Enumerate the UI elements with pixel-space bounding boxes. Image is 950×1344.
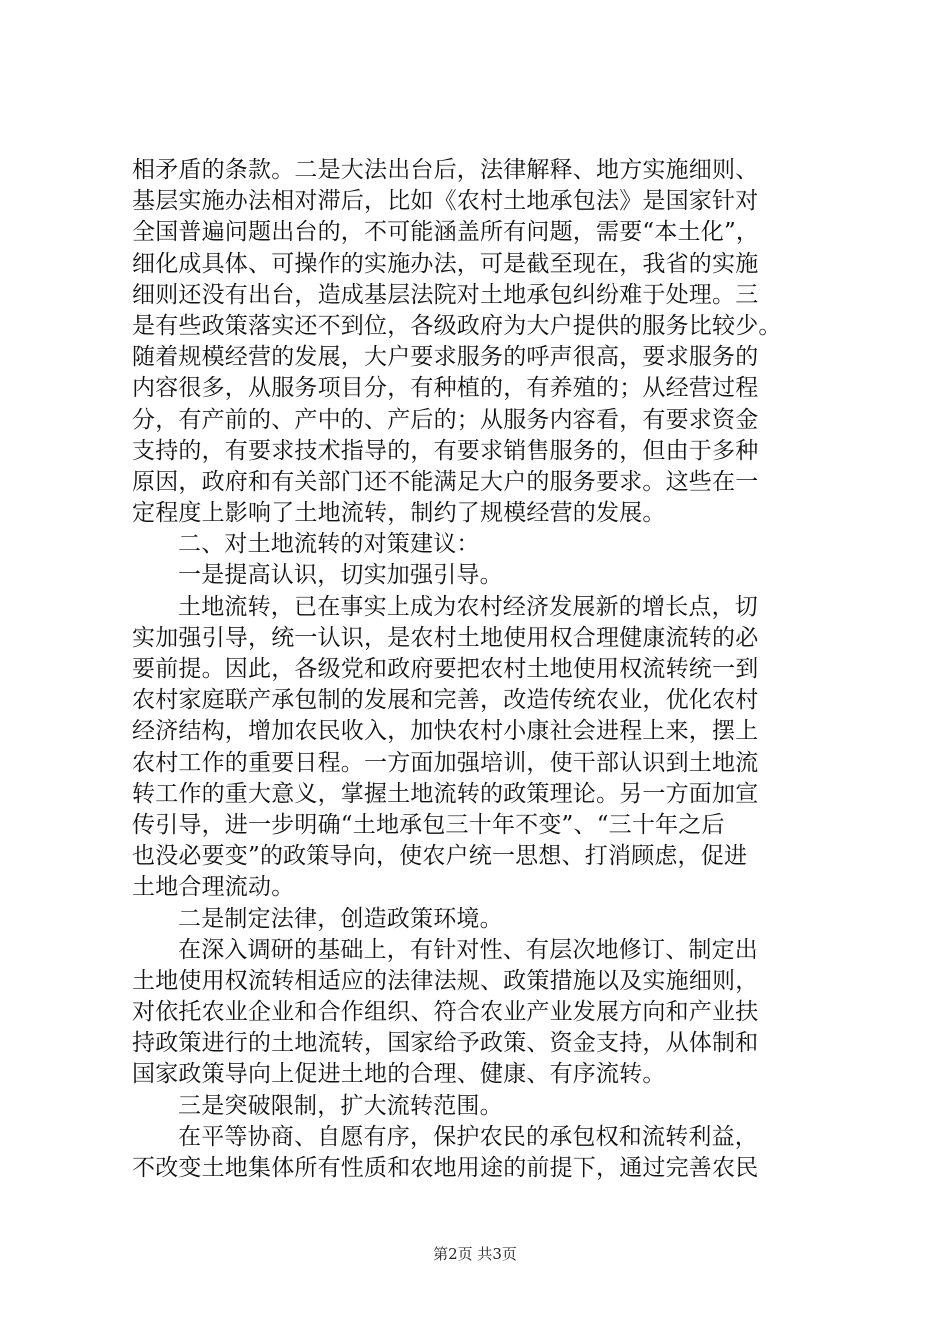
text-line: 是有些政策落实还不到位，各级政府为大户提供的服务比较少。 [132,312,782,339]
text-line: 持政策进行的土地流转，国家给予政策、资金支持，从体制和 [132,1030,759,1057]
section-heading: 二、对土地流转的对策建议： [178,531,480,558]
text-line: 经济结构，增加农民收入，加快农村小康社会进程上来，摆上 [132,718,759,745]
text-line: 对依托农业企业和合作组织、符合农业产业发展方向和产业扶 [132,999,759,1026]
subsection-heading: 一是提高认识，切实加强引导。 [178,562,503,589]
text-line: 传引导，进一步明确“土地承包三十年不变”、“三十年之后 [132,811,725,838]
text-line: 土地流转，已在事实上成为农村经济发展新的增长点，切 [178,593,758,620]
subsection-heading: 二是制定法律，创造政策环境。 [178,905,503,932]
text-line: 在深入调研的基础上，有针对性、有层次地修订、制定出 [178,936,758,963]
text-line: 定程度上影响了土地流转，制约了规模经营的发展。 [132,500,666,527]
text-line: 基层实施办法相对滞后，比如《农村土地承包法》是国家针对 [132,188,759,215]
text-line: 支持的，有要求技术指导的，有要求销售服务的，但由于多种 [132,437,759,464]
text-line: 国家政策导向上促进土地的合理、健康、有序流转。 [132,1061,666,1088]
page-number-footer: 第2页 共3页 [433,1245,517,1263]
text-line: 在平等协商、自愿有序，保护农民的承包权和流转利益， [178,1123,758,1150]
body-text [132,155,832,1184]
text-line: 分，有产前的、产中的、产后的；从服务内容看，有要求资金 [132,406,759,433]
text-line: 相矛盾的条款。二是大法出台后，法律解释、地方实施细则、 [132,157,759,183]
text-line: 转工作的重大意义，掌握土地流转的政策理论。另一方面加宣 [132,780,759,807]
text-line: 细化成具体、可操作的实施办法，可是截至现在，我省的实施 [132,250,759,277]
text-line: 内容很多，从服务项目分，有种植的，有养殖的；从经营过程 [132,375,759,402]
text-line: 随着规模经营的发展，大户要求服务的呼声很高，要求服务的 [132,344,759,371]
text-line: 实加强引导，统一认识，是农村土地使用权合理健康流转的必 [132,624,759,651]
text-line: 全国普遍问题出台的，不可能涵盖所有问题，需要“本土化”， [132,219,760,246]
text-line: 农村工作的重要日程。一方面加强培训，使干部认识到土地流 [132,749,759,776]
text-line: 土地合理流动。 [132,874,295,901]
text-line: 原因，政府和有关部门还不能满足大户的服务要求。这些在一 [132,468,759,495]
text-line: 土地使用权流转相适应的法律法规、政策措施以及实施细则， [132,967,759,994]
text-line: 细则还没有出台，造成基层法院对土地承包纠纷难于处理。三 [132,281,759,308]
text-line: 要前提。因此，各级党和政府要把农村土地使用权流转统一到 [132,656,759,682]
subsection-heading: 三是突破限制，扩大流转范围。 [178,1092,503,1119]
text-line: 农村家庭联产承包制的发展和完善，改造传统农业，优化农村 [132,687,759,714]
text-line: 不改变土地集体所有性质和农地用途的前提下，通过完善农民 [132,1155,759,1181]
text-line: 也没必要变”的政策导向，使农户统一思想、打消顾虑，促进 [132,843,748,870]
